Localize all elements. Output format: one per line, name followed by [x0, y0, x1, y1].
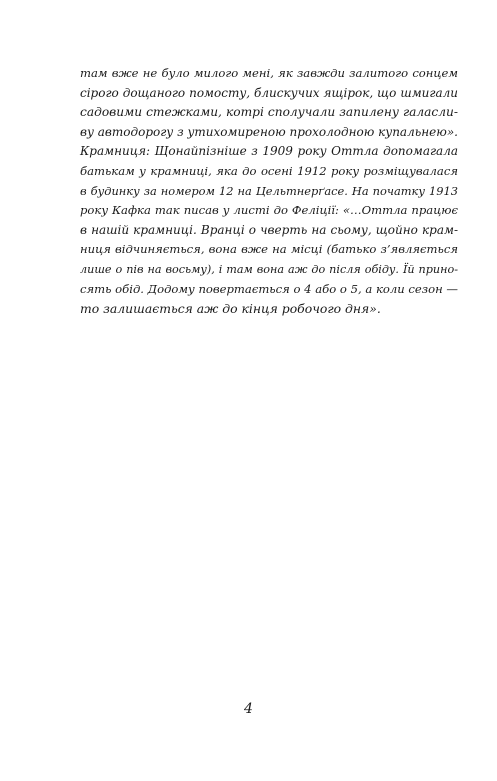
text-line: садовими стежками, котрі сполучали запилену галасли- — [80, 105, 458, 120]
text-line: то залишається аж до кінця робочого дня». — [80, 301, 381, 317]
text-line: сять обід. Додому повертається о 4 або о 5, а коли сезон — — [80, 281, 458, 296]
body-text — [80, 64, 458, 319]
text-line: ниця відчиняється, вона вже на місці (батько з’являється — [80, 242, 458, 257]
text-line: в будинку за номером 12 на Цельтнерґасе. На початку 1913 — [80, 183, 458, 198]
text-line: ву автодорогу з утихомиреною прохолодною купальнею». — [80, 124, 458, 139]
text-line: сірого дощаного помосту, блискучих ящірок, що шмигали — [80, 85, 458, 100]
page-number: 4 — [244, 701, 253, 717]
text-line: там вже не було милого мені, як завжди залитого сонцем — [80, 66, 458, 80]
text-line: батькам у крамниці, яка до осені 1912 року розміщувалася — [80, 163, 458, 178]
text-line: року Кафка так писав у листі до Феліції: «…Оттла працює — [80, 203, 458, 218]
text-line: Крамниця: Щонайпізніше з 1909 року Оттла допомагала — [80, 144, 458, 159]
text-line: в нашій крамниці. Вранці о чверть на сьому, щойно крам- — [80, 222, 458, 237]
text-line: лише о пів на восьму), і там вона аж до після обіду. Їй прино- — [80, 262, 458, 276]
